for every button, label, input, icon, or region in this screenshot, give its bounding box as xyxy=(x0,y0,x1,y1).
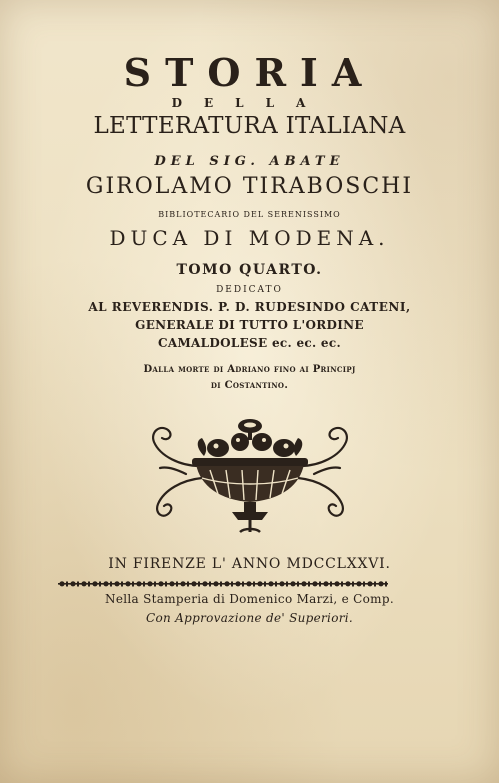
imprint-approval: Con Approvazione de' Superiori. xyxy=(145,611,354,625)
dedication-line-1: AL REVERENDIS. P. D. RUDESINDO CATENI, xyxy=(88,300,411,314)
dedication-line-3: CAMALDOLESE ec. ec. ec. xyxy=(158,336,341,350)
ornamental-rule xyxy=(58,578,388,590)
author-office-duke: DUCA DI MODENA. xyxy=(109,226,390,250)
dedication-label: DEDICATO xyxy=(216,285,283,295)
author-label: DEL SIG. ABATE xyxy=(154,154,345,169)
fruit-basket-vignette-icon xyxy=(140,408,360,538)
title-letteratura-italiana: LETTERATURA ITALIANA xyxy=(93,113,406,139)
scope-line-2: di Costantino. xyxy=(210,380,289,391)
scope-line-1: Dalla morte di Adriano fino ai Principj xyxy=(143,364,356,375)
title-storia: STORIA xyxy=(123,50,376,95)
dedication-line-2: GENERALE DI TUTTO L'ORDINE xyxy=(135,318,364,332)
imprint-printer: Nella Stamperia di Domenico Marzi, e Comp. xyxy=(105,592,394,606)
imprint-place-date: IN FIRENZE L' ANNO MDCCLXXVI. xyxy=(108,556,391,572)
author-office: BIBLIOTECARIO DEL SERENISSIMO xyxy=(158,210,341,219)
volume-label: TOMO QUARTO. xyxy=(176,262,323,278)
author-name: GIROLAMO TIRABOSCHI xyxy=(85,174,414,199)
title-della: DELLA xyxy=(171,96,328,110)
